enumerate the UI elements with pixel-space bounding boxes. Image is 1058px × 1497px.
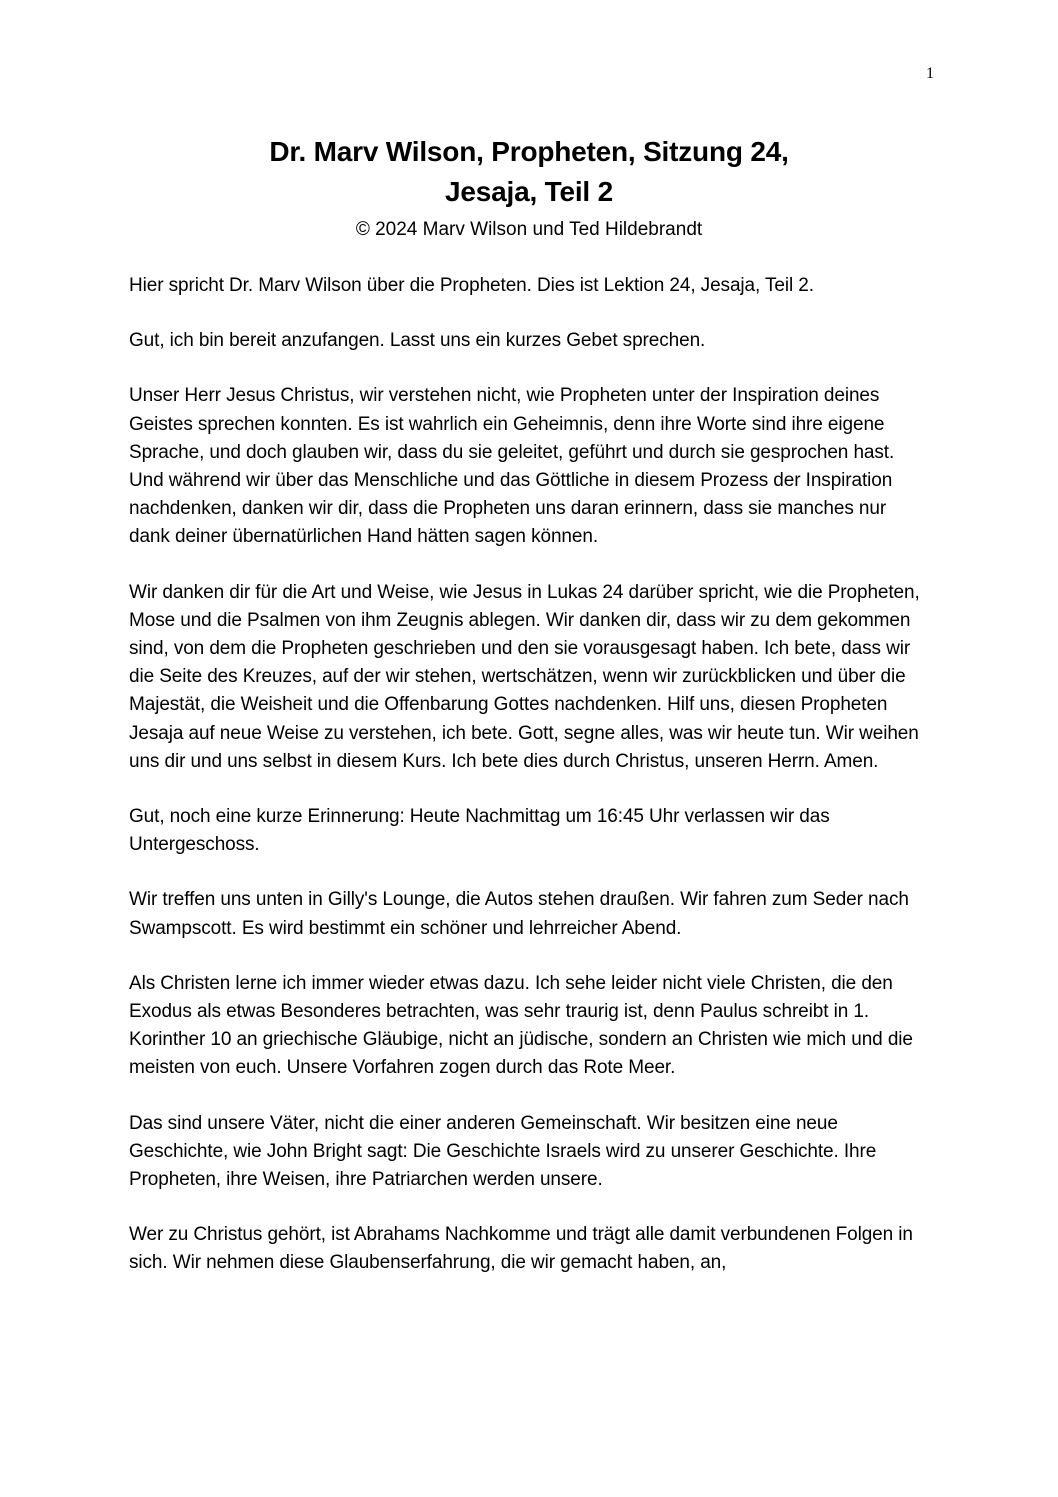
- title-line-2: Jesaja, Teil 2: [445, 176, 613, 207]
- paragraph-meeting: Wir treffen uns unten in Gilly's Lounge, die Autos stehen draußen. Wir fahren zum Seder nach Swampscott. Es wird bestimmt ein schöner und lehrreicher Abend.: [129, 889, 909, 939]
- document-body: [129, 272, 931, 1305]
- title-line-1: Dr. Marv Wilson, Propheten, Sitzung 24,: [269, 136, 789, 167]
- paragraph-history: Das sind unsere Väter, nicht die einer anderen Gemeinschaft. Wir besitzen eine neue Geschichte, wie John Bright sagt: Die Geschichte Israels wird zu unserer Geschichte. Ihre Propheten, ihre Weisen, ihre Patriarchen werden unsere.: [129, 1112, 877, 1191]
- paragraph-prayer-2: Wir danken dir für die Art und Weise, wie Jesus in Lukas 24 darüber spricht, wie die Propheten, Mose und die Psalmen von ihm Zeugnis ablegen. Wir danken dir, dass wir zu dem gekommen sind, von dem die Propheten geschrieben und den sie vorausgesagt haben. Ich bete, dass wir die Seite des Kreuzes, auf der wir stehen, wertschätzen, wenn wir zurückblicken und über die Majestät, die Weisheit und die Offenbarung Gottes nachdenken. Hilf uns, diesen Propheten Jesaja auf neue Weise zu verstehen, ich bete. Gott, segne alles, was wir heute tun. Wir weihen uns dir und uns selbst in diesem Kurs. Ich bete dies durch Christus, unseren Herrn. Amen.: [129, 581, 920, 772]
- document-title: [129, 132, 929, 212]
- paragraph-prayer-start: Gut, ich bin bereit anzufangen. Lasst uns ein kurzes Gebet sprechen.: [129, 330, 706, 352]
- copyright-line: © 2024 Marv Wilson und Ted Hildebrandt: [355, 219, 703, 240]
- page-number: 1: [926, 65, 934, 82]
- paragraph-reminder: Gut, noch eine kurze Erinnerung: Heute Nachmittag um 16:45 Uhr verlassen wir das Untergeschoss.: [129, 806, 830, 856]
- paragraph-intro: Hier spricht Dr. Marv Wilson über die Propheten. Dies ist Lektion 24, Jesaja, Teil 2.: [129, 275, 814, 296]
- document-header: [129, 132, 929, 244]
- paragraph-prayer-1: Unser Herr Jesus Christus, wir verstehen nicht, wie Propheten unter der Inspiration deines Geistes sprechen konnten. Es ist wahrlich ein Geheimnis, denn ihre Worte sind ihre eigene Sprache, und doch glauben wir, dass du sie geleitet, geführt und durch sie gesprochen hast. Und während wir über das Menschliche und das Göttliche in diesem Prozess der Inspiration nachdenken, danken wir dir, dass die Propheten uns daran erinnern, dass sie manches nur dank deiner übernatürlichen Hand hätten sagen können.: [129, 385, 895, 548]
- paragraph-exodus: Als Christen lerne ich immer wieder etwas dazu. Ich sehe leider nicht viele Christen, die den Exodus als etwas Besonderes betrachten, was sehr traurig ist, denn Paulus schreibt in 1. Korinther 10 an griechische Gläubige, nicht an jüdische, sondern an Christen wie mich und die meisten von euch. Unsere Vorfahren zogen durch das Rote Meer.: [129, 972, 913, 1079]
- paragraph-abraham: Wer zu Christus gehört, ist Abrahams Nachkomme und trägt alle damit verbundenen Folgen in sich. Wir nehmen diese Glaubenserfahrung, die wir gemacht haben, an,: [129, 1224, 913, 1274]
